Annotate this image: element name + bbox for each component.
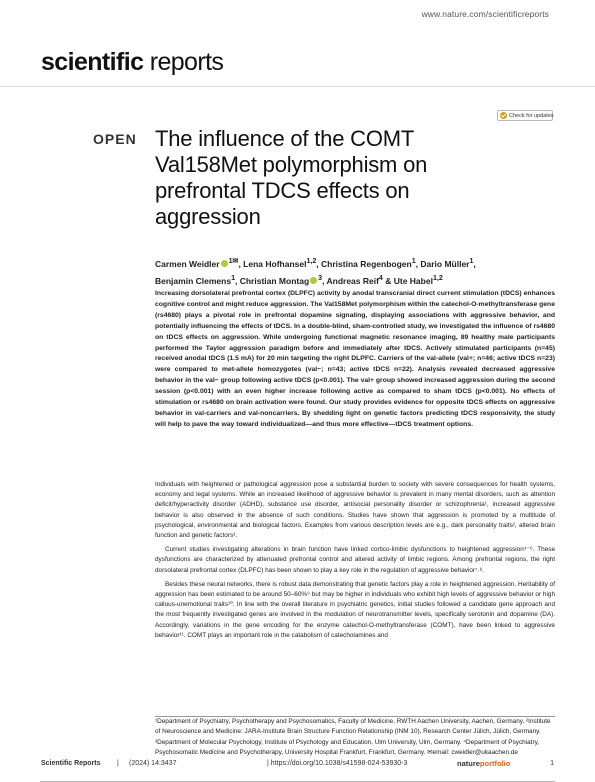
body-paragraph: Besides these neural networks, there is robust data demonstrating that genetic factors play a role in heightened aggression. Heritability of aggression has been estimated to be around 50–60%⁹ but may be higher in individuals who exhibit high levels of aggressive behavior or high callous-unemotional traits¹⁰. In line with the overall literature in psychiatric genetics, initial studies followed a candidate gene approach and the most frequently investigated genes are involved in the modulation of neurotransmitter levels, specifically serotonin and dopamine (DA). Accordingly, variations in the gene encoding for the enzyme catechol-O-methyltransferase (COMT), have been linked to aggressive behavior¹¹. COMT plays an important role in the catabolism of catecholamines and (155, 580, 555, 639)
orcid-icon[interactable] (221, 260, 228, 267)
author-affiliation: 1,2 (432, 273, 443, 282)
author-name[interactable]: & Ute Habel (382, 275, 433, 286)
author-list (155, 254, 555, 288)
author-name[interactable]: , Andreas Reif (322, 275, 379, 286)
author-separator: , (473, 258, 476, 269)
author-name[interactable]: , Christian Montag (235, 275, 310, 286)
publisher-logo (457, 759, 510, 768)
footer-journal-name: Scientific Reports (41, 760, 101, 767)
footer-separator: | (117, 760, 119, 767)
author-name[interactable]: , Lena Hofhansel (238, 258, 307, 269)
author-affiliation: 1 (469, 257, 474, 265)
footer-volume: (2024) 14:3437 (129, 760, 177, 767)
check-updates-icon (500, 112, 507, 119)
page-number: 1 (550, 760, 554, 767)
footer-doi-link[interactable]: | https://doi.org/10.1038/s41598-024-53930-3 (267, 760, 408, 767)
brand-bold: scientific (41, 48, 144, 76)
author-affiliation: 1 (231, 273, 235, 282)
journal-logo (41, 50, 223, 75)
author-name[interactable]: , Dario Müller (415, 258, 470, 269)
author-affiliation: 1✉ (228, 257, 239, 265)
orcid-icon[interactable] (310, 277, 317, 284)
author-name[interactable]: , Christina Regenbogen (316, 258, 412, 269)
body-paragraph: Individuals with heightened or pathological aggression pose a substantial burden to society with severe consequences for health systems, economy and legal systems. While an increased likelihood of aggressive behavior is prevalent in many mental disorders, such as attention deficit/hyperactivity disorder (ADHD), substance use disorder, antisocial personality disorder or schizophrenia¹, increased aggressive behavior is also observed in the absence of such conditions. Studies have shown that aggression is promoted by a multitude of psychological, environmental and biological factors. Examples from various description levels are e.g., dark personality traits², altered brain function and genetic factors³. (155, 481, 555, 540)
author-affiliation: 3 (318, 273, 323, 282)
article-body (155, 480, 555, 645)
page-footer (41, 760, 554, 774)
journal-url[interactable]: www.nature.com/scientificreports (421, 9, 549, 19)
abstract: Increasing dorsolateral prefrontal cortex (DLPFC) activity by anodal transcranial direct current stimulation (tDCS) enhances cognitive control and might reduce aggression. The Val158Met polymorphism within the catechol-O-methyltransferase gene (rs4680) plays a pivotal role in prefrontal dopamine signaling, displaying associations with aggressive behavior, and potentially influencing the effects of tDCS. In a double-blind, sham-controlled study, we investigated the influence of rs4680 on tDCS effects on aggression. While undergoing functional magnetic resonance imaging, 89 healthy male participants performed the Taylor aggression paradigm before and immediately after tDCS. Actively stimulated participants (n=45) received anodal tDCS (1.5 mA) for 20 min targeting the right DLPFC. Carriers of the val-allele (val+; n=46; active tDCS n=23) were compared to met-allele homozygotes (val−; n=43; active tDCS n=22). Analysis revealed decreased aggressive behavior in the val− group following active tDCS (p<0.001). The val+ group showed increased aggression during the second session (p<0.001) with an even higher increase following active as compared to sham tDCS (p<0.001). No effects of stimulation or rs4680 on brain activation were found. Our study provides evidence for opposite tDCS effects on aggressive behavior in val-carriers and val-noncarriers. By shedding light on genetic factors predicting tDCS responsivity, the study will help to pave the way toward individualized—and thus more effective—tDCS treatment options. (155, 290, 555, 428)
author-affiliation: 4 (378, 273, 383, 282)
affiliations-footnote: ¹Department of Psychiatry, Psychotherapy and Psychosomatics, Faculty of Medicine, RWTH Aachen University, Aachen, Germany. ²Institute of Neuroscience and Medicine: JARA-Institute Brain Structure Function Relationship (INM 10), Research Center Jülich, Jülich, Germany. ³Department of Molecular Psychology, Institute of Psychology and Education, Ulm University, Ulm, Germany. ⁴Department of Psychiatry, Psychosomatic Medicine and Psychotherapy, University Hospital Frankfurt, Frankfurt, Germany. ✉email: cweidler@ukaachen.de (155, 718, 551, 757)
check-updates-label: Check for updates (509, 112, 554, 119)
body-paragraph: Current studies investigating alterations in brain function have linked cortico-limbic dysfunctions to heightened aggression⁴⁻⁶. These dysfunctions are characterized by attenuated prefrontal control and altered activity of limbic regions. Among prefrontal regions, the right dorsolateral prefrontal cortex (DLPFC) has been shown to play a key role in the regulation of aggressive behavior⁷˒⁸. (155, 546, 555, 574)
author-name[interactable]: Carmen Weidler (155, 258, 220, 269)
author-affiliation: 1,2 (306, 257, 317, 265)
publisher-logo-b: portfolio (479, 759, 511, 768)
article-title: The influence of the COMT Val158Met polymorphism on prefrontal TDCS effects on aggression (155, 126, 428, 229)
header-divider (0, 86, 595, 87)
check-for-updates-button[interactable] (497, 110, 553, 121)
author-affiliation: 1 (411, 257, 416, 265)
author-name[interactable]: Benjamin Clemens (155, 275, 232, 286)
brand-light: reports (143, 48, 224, 76)
open-access-label: OPEN (93, 131, 137, 147)
publisher-logo-a: nature (457, 759, 480, 768)
